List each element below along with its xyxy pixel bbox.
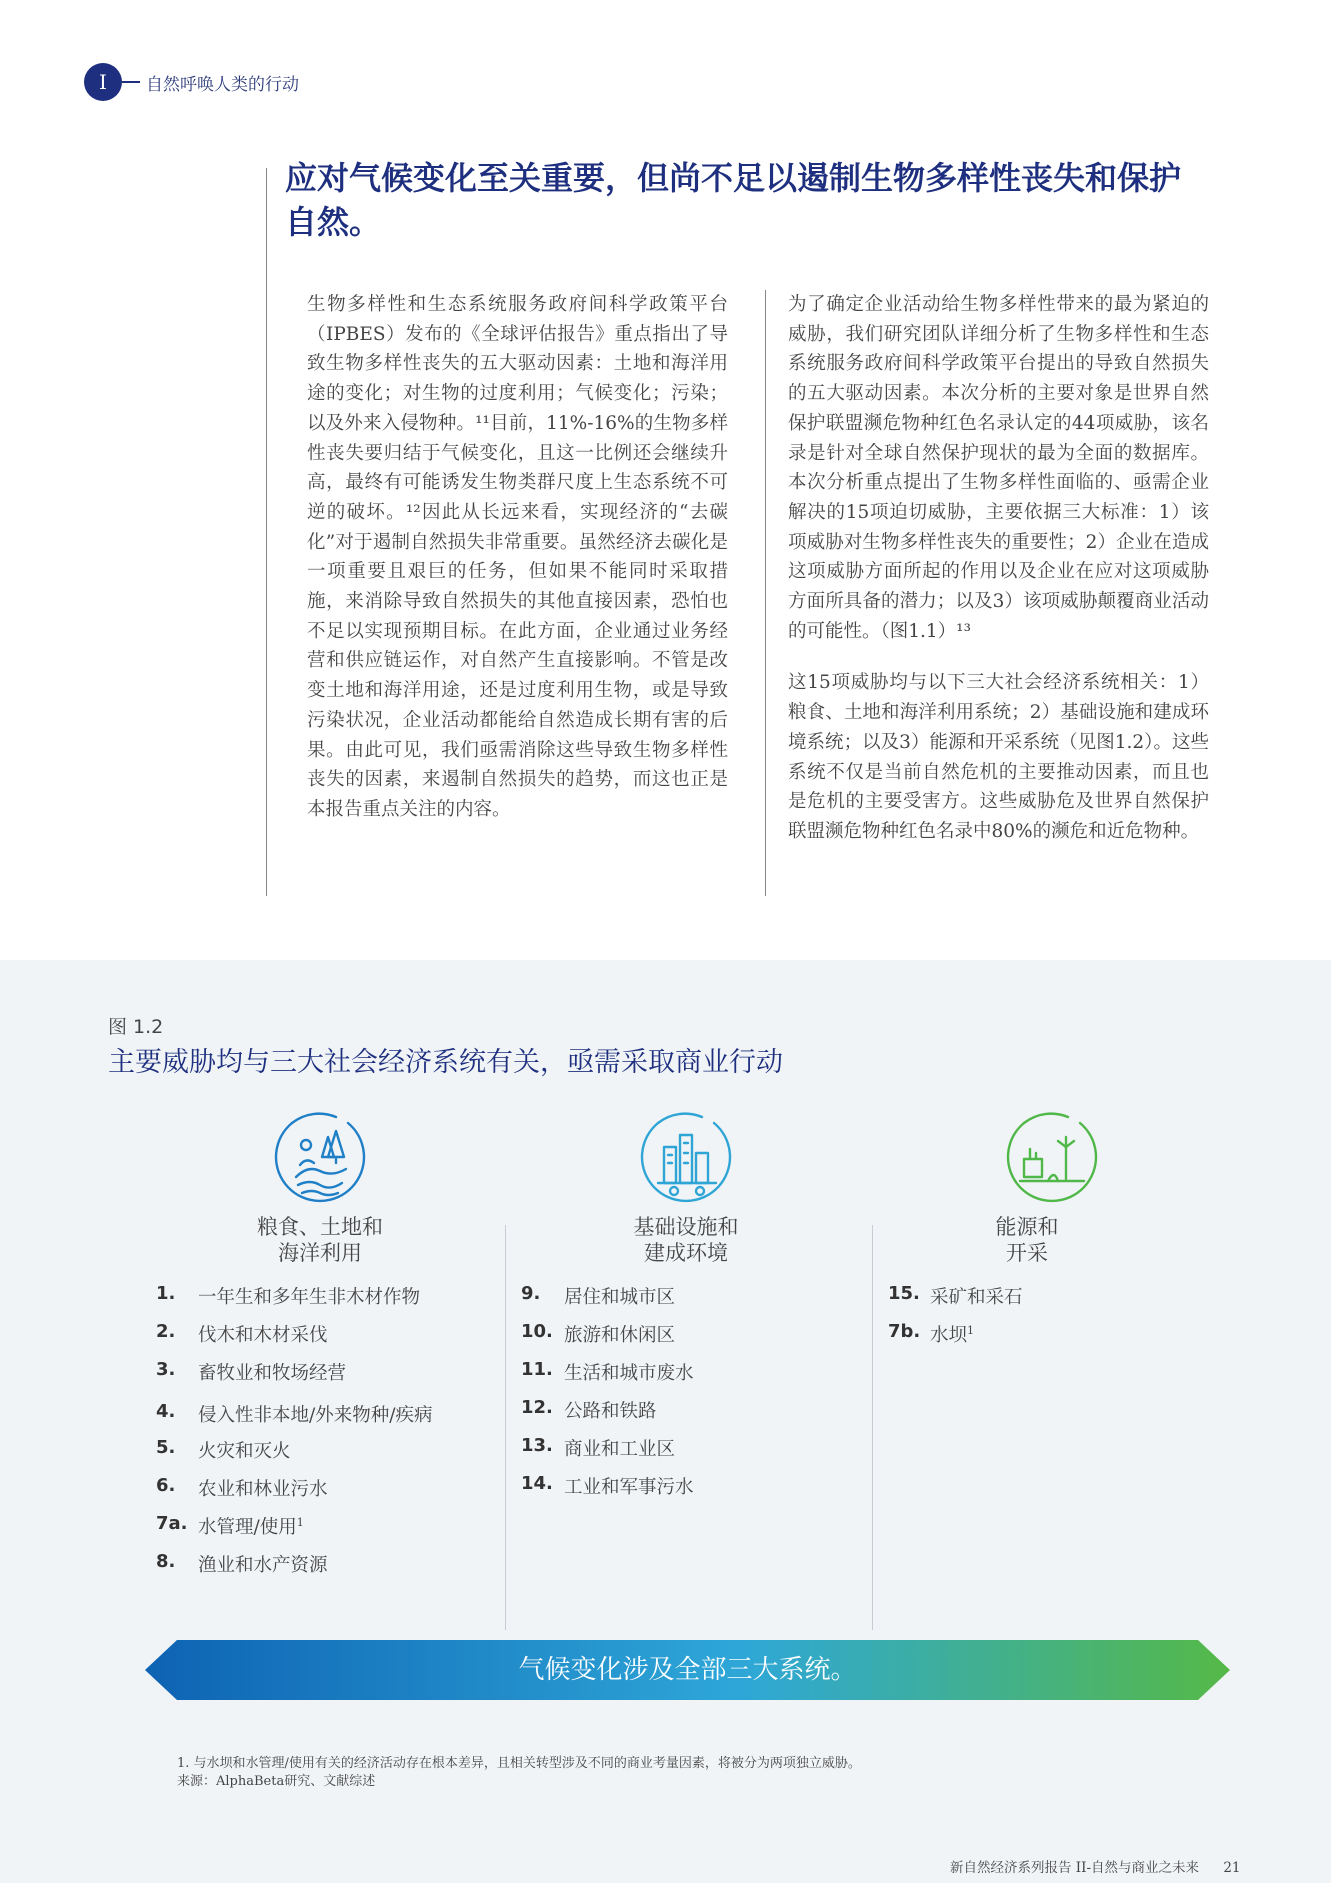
system-label-infrastructure: 基础设施和 建成环境 [633, 1215, 739, 1265]
system-label-food: 粮食、土地和 海洋利用 [257, 1215, 383, 1265]
chapter-title: 自然呼唤人类的行动 [146, 74, 299, 95]
body-column-right [788, 290, 1209, 847]
page-footer [950, 1856, 1241, 1876]
banner-text: 气候变化涉及全部三大系统。 [518, 1655, 857, 1685]
figure-number: 图 1.2 [108, 1016, 164, 1038]
system-label-energy: 能源和 开采 [995, 1215, 1059, 1265]
landscape-icon [268, 1107, 372, 1211]
report-title: 新自然经济系列报告 II-自然与商业之未来 [950, 1860, 1200, 1876]
chapter-line [122, 81, 140, 83]
body-paragraph: 为了确定企业活动给生物多样性带来的最为紧迫的威胁，我们研究团队详细分析了生物多样性和生态系统服务政府间科学政策平台提出的导致自然损失的五大驱动因素。本次分析的主要对象是世界自然保护联盟濒危物种红色名录认定的44项威胁，该名录是针对全球自然保护现状的最为全面的数据库。本次分析重点提出了生物多样性面临的、亟需企业解决的15项迫切威胁，主要依据三大标准：1）该项威胁对生物多样性丧失的重要性；2）企业在造成这项威胁方面所起的作用以及企业在应对这项威胁方面所具备的潜力；以及3）该项威胁颠覆商业活动的可能性。（图1.1）¹³ [788, 294, 1209, 642]
body-paragraph: 生物多样性和生态系统服务政府间科学政策平台（IPBES）发布的《全球评估报告》重点指出了导致生物多样性丧失的五大驱动因素：土地和海洋用途的变化；对生物的过度利用；气候变化；污染；以及外来入侵物种。¹¹目前，11%-16%的生物多样性丧失要归结于气候变化，且这一比例还会继续升高，最终有可能诱发生物类群尺度上生态系统不可逆的破坏。¹²因此从长远来看，实现经济的“去碳化”对于遏制自然损失非常重要。虽然经济去碳化是一项重要且艰巨的任务，但如果不能同时采取措施，来消除导致自然损失的其他直接因素，恐怕也不足以实现预期目标。在此方面，企业通过业务经营和供应链运作，对自然产生直接影响。不管是改变土地和海洋用途，还是过度利用生物，或是导致污染状况，企业活动都能给自然造成长期有害的后果。由此可见，我们亟需消除这些导致生物多样性丧失的因素，来遏制自然损失的趋势，而这也正是本报告重点关注的内容。 [307, 294, 728, 820]
footnote-1: 1. 与水坝和水管理/使用有关的经济活动存在根本差异，且相关转型涉及不同的商业考量因素，将被分为两项独立威胁。 [177, 1756, 861, 1771]
body-column-left [307, 290, 728, 825]
column-rule [765, 290, 766, 896]
left-rule [266, 168, 267, 896]
city-icon [634, 1107, 738, 1211]
figure-title: 主要威胁均与三大社会经济系统有关，亟需采取商业行动 [108, 1047, 783, 1078]
chapter-header [84, 62, 299, 102]
page-number: 21 [1223, 1860, 1241, 1876]
chapter-badge: I [84, 63, 122, 101]
body-paragraph: 这15项威胁均与以下三大社会经济系统相关：1）粮食、土地和海洋利用系统；2）基础设施和建成环境系统；以及3）能源和开采系统（见图1.2）。这些系统不仅是当前自然危机的主要推动因素，而且也是危机的主要受害方。这些威胁危及世界自然保护联盟濒危物种红色名录中80%的濒危和近危物种。 [788, 672, 1209, 842]
footnotes [177, 1755, 861, 1791]
figure-divider [872, 1225, 873, 1630]
figure-divider [505, 1225, 506, 1630]
energy-icon [1000, 1107, 1104, 1211]
page-headline: 应对气候变化至关重要，但尚不足以遏制生物多样性丧失和保护自然。 [285, 159, 1182, 241]
source-note: 来源：AlphaBeta研究、文献综述 [177, 1774, 376, 1789]
